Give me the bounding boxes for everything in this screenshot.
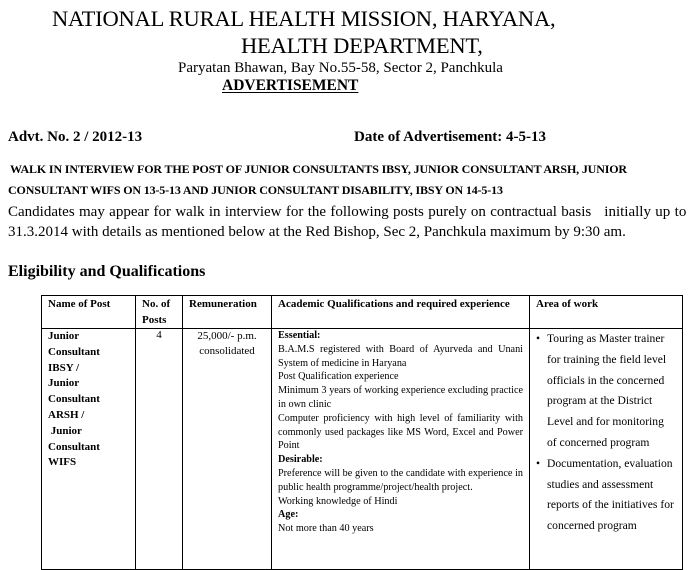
post-name-line: Junior xyxy=(48,377,80,390)
org-title-line2: HEALTH DEPARTMENT, xyxy=(241,33,483,58)
bullet-icon: • xyxy=(536,332,541,345)
essential-item: Computer proficiency with high level of familiarity with commonly used packages like MS Word, Excel and Power Point xyxy=(278,412,523,452)
advt-number: Advt. No. 2 / 2012-13 xyxy=(8,129,143,145)
post-name-line: Consultant xyxy=(48,440,100,453)
header-academic-qualifications: Academic Qualifications and required experience xyxy=(272,296,530,329)
walkin-notice-line1: WALK IN INTERVIEW FOR THE POST OF JUNIOR CONSULTANTS IBSY, JUNIOR CONSULTANT ARSH, JUNIOR xyxy=(10,162,627,176)
desirable-item: Working knowledge of Hindi xyxy=(278,495,398,507)
area-of-work-list xyxy=(536,329,676,537)
academic-qualifications-cell xyxy=(272,329,530,570)
remuneration-note: consolidated xyxy=(199,345,255,357)
essential-label: Essential: xyxy=(278,330,321,341)
area-of-work-item xyxy=(536,454,676,537)
header-no-of-posts: No. of Posts xyxy=(136,296,183,329)
age-value: Not more than 40 years xyxy=(278,523,374,535)
remuneration-amount: 25,000/- p.m. xyxy=(197,330,257,342)
qualifications-table xyxy=(41,295,683,570)
area-of-work-text: Documentation, evaluation studies and assessment reports of the initiatives for concerned program xyxy=(547,456,674,533)
desirable-label: Desirable: xyxy=(278,454,323,466)
desirable-item: Preference will be given to the candidate with experience in public health programme/project/health project. xyxy=(278,467,523,493)
post-name-line: WIFS xyxy=(48,456,77,469)
area-of-work-item xyxy=(536,329,676,454)
essential-item: Minimum 3 years of working experience excluding practice in own clinic xyxy=(278,385,523,410)
section-title: Eligibility and Qualifications xyxy=(8,263,206,280)
advt-date: Date of Advertisement: 4-5-13 xyxy=(354,129,547,145)
post-name-cell xyxy=(42,329,136,570)
post-name-line: Consultant xyxy=(48,345,100,358)
org-title-line1: NATIONAL RURAL HEALTH MISSION, HARYANA, xyxy=(52,6,556,31)
header-area-of-work: Area of work xyxy=(530,296,683,329)
post-name-line: Junior xyxy=(48,330,80,342)
header-name-of-post: Name of Post xyxy=(42,296,136,329)
post-name-line: IBSY / xyxy=(48,361,80,374)
org-address: Paryatan Bhawan, Bay No.55-58, Sector 2, Panchkula xyxy=(178,60,503,76)
header-remuneration: Remuneration xyxy=(183,296,272,329)
area-of-work-cell xyxy=(530,329,683,570)
remuneration-cell xyxy=(183,329,272,570)
age-label: Age: xyxy=(278,509,299,521)
table-header-row xyxy=(42,296,683,329)
post-name-line: Consultant xyxy=(48,393,100,406)
bullet-icon: • xyxy=(536,456,541,470)
essential-item: B.A.M.S registered with Board of Ayurveda and Unani System of medicine in Haryana xyxy=(278,343,523,369)
advertisement-heading: ADVERTISEMENT xyxy=(222,77,359,94)
table-row xyxy=(42,329,683,570)
area-of-work-text: Touring as Master trainer for training the field level officials in the concerned program at the District Level and for monitoring of concerned program xyxy=(547,332,667,449)
candidates-text-line2: 31.3.2014 with details as mentioned below at the Red Bishop, Sec 2, Panchkula maximum by 9:30 am. xyxy=(8,224,626,240)
post-name-line: Junior xyxy=(48,424,82,437)
candidates-text-line1: Candidates may appear for walk in interview for the following posts purely on contractual basis initially up to xyxy=(8,204,687,220)
essential-item: Post Qualification experience xyxy=(278,371,399,383)
walkin-notice-line2: CONSULTANT WIFS ON 13-5-13 AND JUNIOR CONSULTANT DISABILITY, IBSY ON 14-5-13 xyxy=(8,183,503,197)
no-of-posts-cell: 4 xyxy=(136,329,183,570)
post-name-line: ARSH / xyxy=(48,408,85,421)
